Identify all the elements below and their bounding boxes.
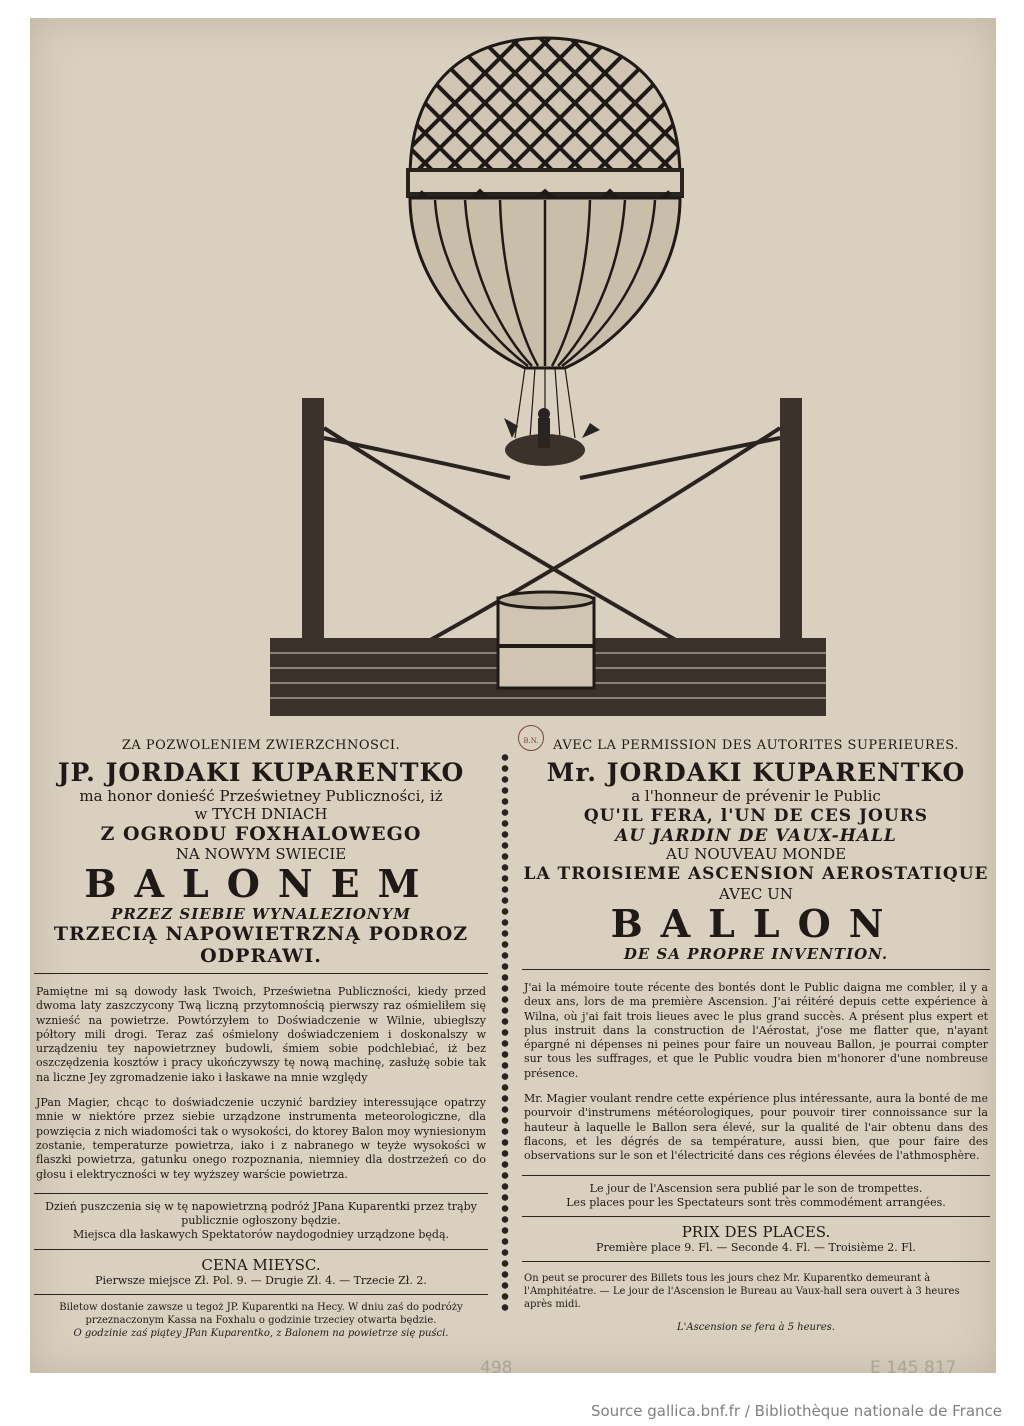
time-note: L'Ascension se fera à 5 heures. <box>677 1322 835 1334</box>
body-paragraph: Mr. Magier voulant rendre cette expérience plus intéressante, aura la bonté de me pourvoir d'instrumens météorologiques, pour pouvoir tirer connoissance sur la hauteur à laquelle le Ballon sera élevé, sur la qualité de l'air obtenu dans des flacons, et les dégrés de sa température, aussi bien, que pour faire des observations sur le son et l'électricité dans ces régions élevées de l'athmosphère. <box>524 1092 988 1163</box>
venue-line: AU JARDIN DE VAUX-HALL <box>615 826 897 846</box>
body-paragraph: JPan Magier, chcąc to doświadczenie uczynić bardziey interessujące opatrzy mnie w niektóre przez siebie urządzone instrumenta meteorologiczne, dla powzięcia z nich wiadomości tak o wysokości, do ktorey Balon moy wyniesionym zostanie, temperaturze powietrza, iako i z nabranego w teyże wysokości w flaszki powietrza, gatunku onego rozpoznania, niemniey dla dostrzeżeń co do głosu i elektryczności w tey wyższey warście powietrza. <box>36 1096 486 1181</box>
announce-line: ma honor donieść Prześwietney Publiczności, iż <box>79 787 443 805</box>
invention-line: DE SA PROPRE INVENTION. <box>623 945 889 963</box>
balloon-word: BALONEM <box>84 861 438 906</box>
announce-line: AVEC UN <box>719 885 793 903</box>
body-paragraph: Dzień puszczenia się w tę napowietrzną podróż JPana Kuparentki przez trąby publicznie ogłoszony będzie. <box>45 1199 477 1228</box>
ticket-note: Biletow dostanie zawsze u tegoż JP. Kuparentki na Hecy. W dniu zaś do podróży przeznaczonym Kassa na Foxhalu o godzinie trzeciey otwarta będzie. <box>59 1302 463 1327</box>
pencil-mark-left: 498 <box>480 1358 513 1378</box>
prices-line: Pierwsze miejsce Zł. Pol. 9. — Drugie Zł. 4. — Trzecie Zł. 2. <box>95 1273 427 1287</box>
invention-line: PRZEZ SIEBIE WYNALEZIONYM <box>111 905 411 923</box>
permit-heading: AVEC LA PERMISSION DES AUTORITES SUPERIEURES. <box>553 738 959 753</box>
prices-title: CENA MIEYSC. <box>201 1255 321 1274</box>
column-divider <box>500 752 510 1312</box>
source-footer: Source gallica.bnf.fr / Bibliothèque nationale de France <box>590 1402 1002 1420</box>
library-stamp: B.N. <box>518 725 544 751</box>
ascension-line: LA TROISIEME ASCENSION AEROSTATIQUE <box>523 864 989 884</box>
ticket-note: On peut se procurer des Billets tous les jours chez Mr. Kuparentko demeurant à l'Amphitéatre. — Le jour de l'Ascension le Bureau au Vaux-hall sera ouvert à 3 heures après midi. <box>524 1273 960 1311</box>
body-paragraph: Miejsca dla łaskawych Spektatorów naydogodniey urządzone będą. <box>72 1228 450 1242</box>
ascension-line: ODPRAWI. <box>200 945 322 967</box>
body-paragraph: Les places pour les Spectateurs sont très commodément arrangées. <box>566 1195 946 1209</box>
announce-line: QU'IL FERA, l'UN DE CES JOURS <box>583 806 929 826</box>
body-paragraph: J'ai la mémoire toute récente des bontés dont le Public daigna me combler, il y a deux ans, lors de ma première Ascension. J'ai réitéré depuis cette expérience à Wilna, où j'ai fait trois lieues avec le plus grand succès. A présent plus expert et plus instruit dans la construction de l'Aérostat, j'ose me flatter que, n'ayant épargné ni dépenses ni peines pour faire un nouveau Ballon, je pourrai compter sur tous les suffrages, et que le Public voudra bien m'honorer d'une nombreuse présence. <box>524 981 988 1080</box>
divider-rule <box>522 1216 990 1217</box>
body-paragraph: Pamiętne mi są dowody łask Twoich, Prześwietna Publiczności, kiedy przed dwoma laty zaszczycony Twą liczną przytomnością pierwszy raz ośmieliłem się wznieść na powietrze. Powtórzyłem to Doświadczenie w Wilnie, ubiegłszy półtory mili drogi. Teraz zaś ośmielony doświadczeniem i doskonalszy w urządzeniu tey napowietrzney budowli, śmiem sobie podchlebiać, iż bez oszczędzenia kosztów i pracy ukończywszy tę nową machinę, zasłużę sobie tak na liczne Jey zgromadzenie iako i łaskawe na mnie względy <box>36 985 486 1084</box>
divider-rule <box>522 1261 990 1262</box>
prices-line: Première place 9. Fl. — Seconde 4. Fl. — Troisième 2. Fl. <box>596 1241 916 1255</box>
divider-rule <box>522 969 990 970</box>
announce-line: w TYCH DNIACH <box>194 805 328 823</box>
performer-name: Mr. JORDAKI KUPARENTKO <box>546 758 966 787</box>
announce-line: NA NOWYM SWIECIE <box>175 845 347 863</box>
polish-column <box>30 738 492 1340</box>
performer-name: JP. JORDAKI KUPARENTKO <box>57 758 465 787</box>
balloon-illustration <box>260 18 830 730</box>
balloon-word: BALLON <box>610 901 902 946</box>
divider-rule <box>34 1294 488 1295</box>
divider-rule <box>34 1193 488 1194</box>
french-column <box>518 738 994 1334</box>
body-paragraph: Le jour de l'Ascension sera publié par le son de trompettes. <box>589 1181 923 1195</box>
divider-rule <box>522 1175 990 1176</box>
divider-rule <box>34 1249 488 1250</box>
divider-rule <box>34 973 488 974</box>
permit-heading: ZA POZWOLENIEM ZWIERZCHNOSCI. <box>121 738 401 753</box>
announce-line: AU NOUVEAU MONDE <box>665 845 847 863</box>
time-note: O godzinie zaś piątey JPan Kuparentko, z Balonem na powietrze się puści. <box>73 1328 449 1340</box>
pencil-mark-right: E 145 817 <box>870 1358 957 1378</box>
venue-line: Z OGRODU FOXHALOWEGO <box>100 823 422 845</box>
ascension-line: TRZECIĄ NAPOWIETRZNĄ PODROZ <box>53 923 469 945</box>
announce-line: a l'honneur de prévenir le Public <box>631 787 881 805</box>
prices-title: PRIX DES PLACES. <box>681 1223 831 1242</box>
